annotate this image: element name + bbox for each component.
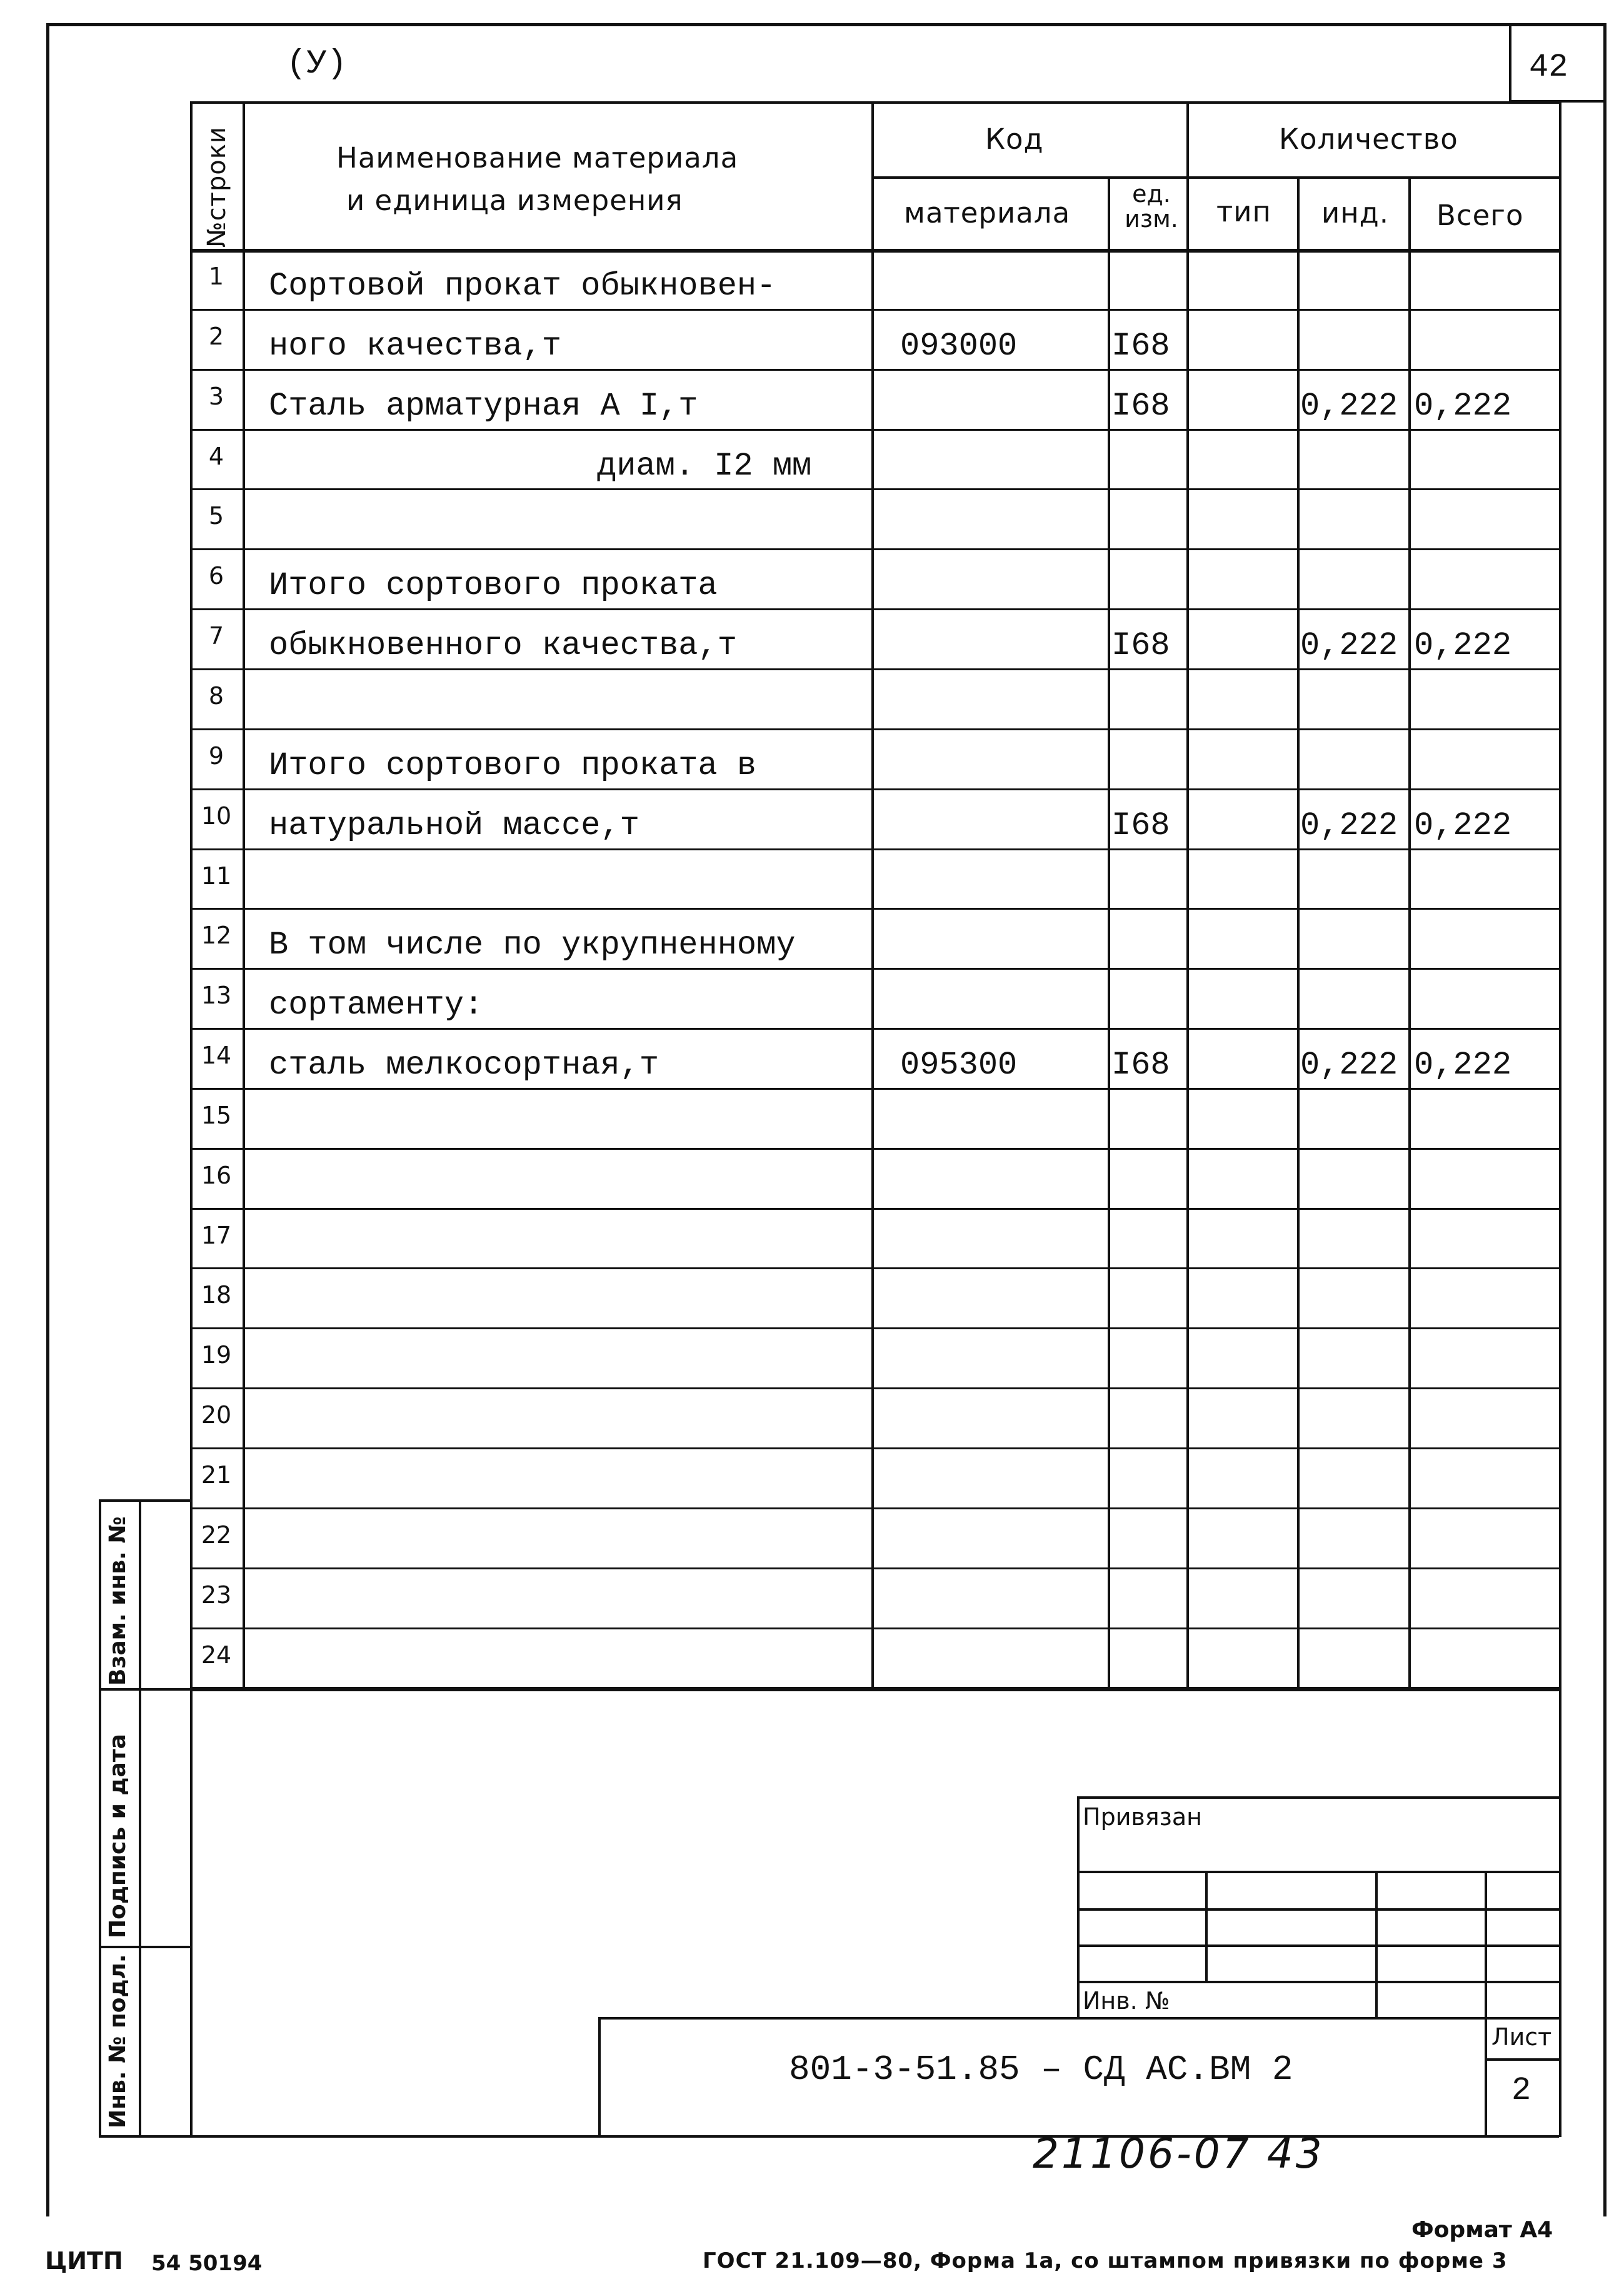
row-number: 19: [201, 1341, 232, 1369]
sheet-number: 2: [1511, 2072, 1531, 2109]
privyazan-col1: [1205, 1871, 1208, 1981]
designation-right: [1485, 2017, 1487, 2137]
col-name-header-line1: Наименование материала: [336, 141, 739, 174]
header-line-material: [1108, 176, 1110, 1689]
row-separator: [190, 1327, 1559, 1329]
header-line-unit: [1186, 101, 1189, 1689]
row-unit: I68: [1111, 327, 1170, 365]
col-type-header: тип: [1216, 195, 1271, 228]
row-number: 11: [201, 862, 232, 890]
privyazan-col3: [1485, 1871, 1487, 2017]
side-stamp-vzam-inv: Взам. инв. №: [105, 1516, 131, 1686]
table-bottom-border: [190, 2135, 1559, 2138]
row-material-name: Итого сортового проката в: [269, 747, 757, 784]
row-material-name: Сортовой прокат обыкновен-: [269, 268, 776, 304]
row-unit: I68: [1111, 627, 1170, 665]
row-unit: I68: [1111, 1047, 1170, 1084]
row-unit: I68: [1111, 387, 1170, 425]
designation-left: [598, 2017, 601, 2137]
row-number: 8: [208, 682, 224, 710]
header-subsplit: [871, 176, 1559, 179]
row-separator: [190, 728, 1559, 730]
row-separator: [190, 369, 1559, 371]
row-separator: [190, 1627, 1559, 1629]
row-number: 10: [201, 802, 232, 830]
row-separator: [190, 1387, 1559, 1389]
row-separator: [190, 788, 1559, 790]
privyazan-top: [1077, 1796, 1559, 1799]
side-stamp-inv-podl: Инв. № подл.: [105, 1954, 131, 2128]
sheet-divider: [1485, 2058, 1559, 2061]
row-material-name: натуральной массе,т: [269, 807, 639, 844]
col-name-header-line2: и единица измерения: [346, 184, 683, 217]
row-code: 093000: [900, 327, 1018, 365]
row-number: 24: [201, 1641, 232, 1669]
row-number: 12: [201, 922, 232, 950]
row-material-name: Сталь арматурная А I,т: [269, 387, 698, 425]
header-line-ind: [1408, 176, 1411, 1689]
row-ind: 0,222: [1300, 387, 1398, 425]
row-number: 17: [201, 1221, 232, 1249]
col-unit-header: ед. изм.: [1125, 180, 1178, 233]
privyazan-label: Привязан: [1083, 1803, 1202, 1831]
row-number: 21: [201, 1461, 232, 1489]
row-separator: [190, 1567, 1559, 1569]
side-stamp-div2: [99, 1946, 190, 1948]
row-separator: [190, 1447, 1559, 1449]
row-material-name: обыкновенного качества,т: [269, 627, 737, 665]
side-stamp-div1: [99, 1688, 190, 1691]
row-number: 15: [201, 1101, 232, 1129]
header-line-rownum: [243, 101, 245, 1689]
privyazan-col2: [1375, 1871, 1378, 2017]
row-number: 2: [208, 322, 224, 350]
row-total: 0,222: [1414, 1047, 1512, 1084]
designation-top: [598, 2017, 1559, 2020]
row-number: 6: [208, 562, 224, 590]
col-quantity-header: Количество: [1279, 123, 1458, 156]
row-number: 7: [208, 622, 224, 650]
row-ind: 0,222: [1300, 1047, 1398, 1084]
header-bottom: [190, 249, 1559, 253]
row-total: 0,222: [1414, 807, 1512, 844]
row-separator: [190, 908, 1559, 910]
row-separator: [190, 548, 1559, 550]
row-ind: 0,222: [1300, 627, 1398, 665]
table-top-border: [190, 101, 1559, 104]
row-number: 20: [201, 1401, 232, 1429]
inv-no-label: Инв. №: [1083, 1987, 1170, 2015]
row-material-name: сортаменту:: [269, 987, 484, 1024]
side-stamp-top: [99, 1499, 190, 1502]
page-number-divider: [1509, 23, 1511, 101]
row-number: 14: [201, 1042, 232, 1070]
row-number: 5: [208, 502, 224, 530]
row-material-name: Итого сортового проката: [269, 567, 718, 605]
row-unit: I68: [1111, 807, 1170, 844]
designation-text: 801-3-51.85 – СД АС.ВМ 2: [789, 2050, 1293, 2090]
row-separator: [190, 1267, 1559, 1269]
col-ind-header: инд.: [1321, 196, 1390, 229]
row-separator: [190, 1088, 1559, 1090]
row-number: 13: [201, 982, 232, 1010]
col-total-header: Всего: [1436, 199, 1524, 232]
side-stamp-mid: [139, 1499, 141, 2137]
page-number: 42: [1529, 49, 1568, 86]
row-number: 3: [208, 382, 224, 410]
row-total: 0,222: [1414, 387, 1512, 425]
row-separator: [190, 1507, 1559, 1509]
row-separator: [190, 488, 1559, 490]
table-right-border: [1559, 101, 1561, 2137]
row-separator: [190, 608, 1559, 610]
footer-org-code: 54 50194: [151, 2251, 263, 2276]
row-total: 0,222: [1414, 627, 1512, 665]
row-material-name: сталь мелкосортная,т: [269, 1047, 659, 1084]
row-material-name: диам. I2 мм: [597, 447, 812, 485]
footer-standard: ГОСТ 21.109—80, Форма 1а, со штампом привязки по форме 3: [703, 2248, 1508, 2273]
row-number: 18: [201, 1281, 232, 1309]
row-separator: [190, 848, 1559, 850]
row-material-name: В том числе по укрупненному: [269, 927, 796, 964]
header-line-name: [871, 101, 874, 1689]
row-separator: [190, 429, 1559, 431]
row-number: 1: [208, 263, 224, 290]
header-line-type: [1297, 176, 1300, 1689]
col-code-header: Код: [985, 123, 1044, 156]
handwritten-number: 21106-07 43: [1033, 2130, 1325, 2178]
row-number: 16: [201, 1161, 232, 1189]
row-separator: [190, 1148, 1559, 1150]
col-rownum-header: №строки: [203, 126, 231, 248]
col-material-header: материала: [904, 196, 1071, 229]
privyazan-left: [1077, 1796, 1080, 2018]
side-stamp-left: [99, 1499, 101, 2137]
row-code: 095300: [900, 1047, 1018, 1084]
row-number: 22: [201, 1521, 232, 1549]
footer-org: ЦИТП: [45, 2247, 123, 2275]
row-number: 23: [201, 1581, 232, 1609]
row-separator: [190, 1028, 1559, 1030]
sheet-label: Лист: [1491, 2023, 1552, 2051]
row-number: 9: [208, 742, 224, 770]
header-mark: (У): [286, 45, 348, 83]
row-separator: [190, 968, 1559, 970]
side-stamp-podpis-data: Подпись и дата: [105, 1734, 131, 1938]
row-separator: [190, 1208, 1559, 1210]
footer-format: Формат А4: [1411, 2217, 1553, 2243]
row-number: 4: [208, 442, 224, 470]
table-body-bottom: [190, 1688, 1559, 1691]
row-separator: [190, 309, 1559, 311]
row-ind: 0,222: [1300, 807, 1398, 844]
row-material-name: ного качества,т: [269, 327, 562, 365]
row-separator: [190, 668, 1559, 670]
side-stamp-bottom: [99, 2135, 190, 2138]
